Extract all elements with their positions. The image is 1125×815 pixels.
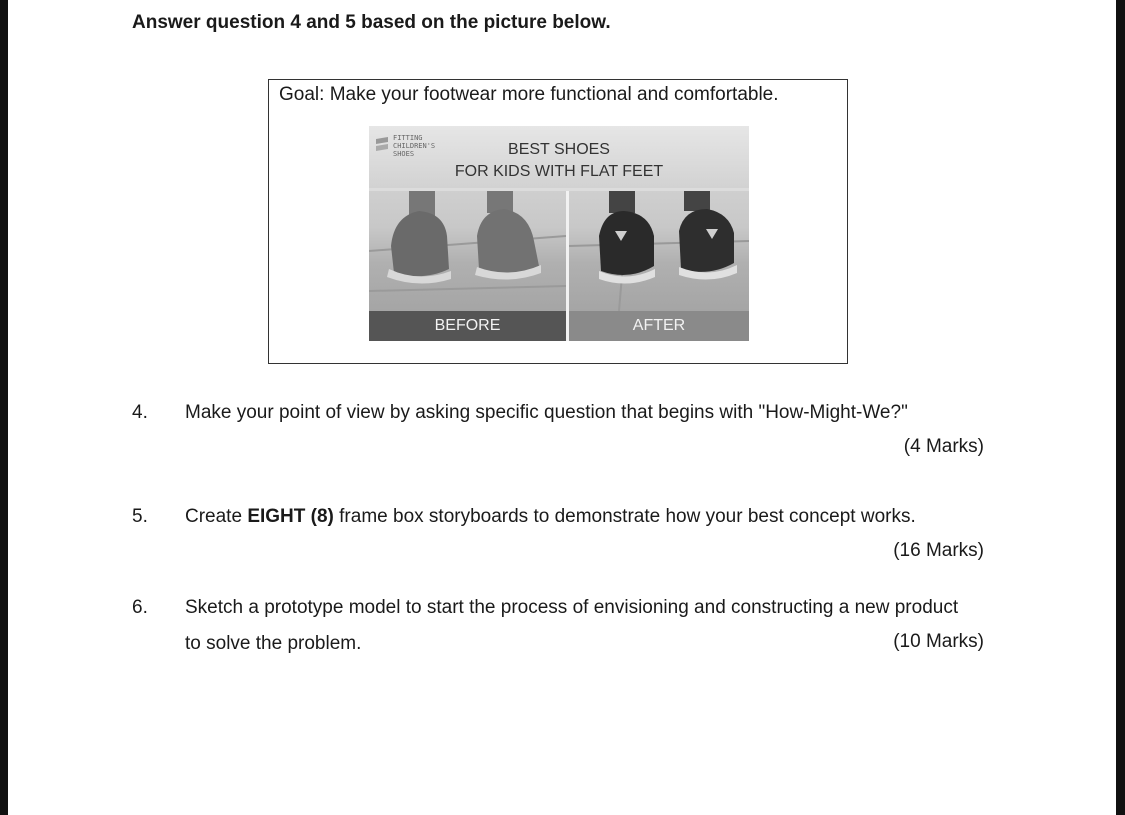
shoes-figure xyxy=(369,126,749,341)
question-text-part: Create xyxy=(185,506,248,527)
question-text-line-1: Sketch a prototype model to start the process of envisioning and constructing a new product xyxy=(185,597,959,618)
question-text-part: frame box storyboards to demonstrate how your best concept works. xyxy=(333,506,916,527)
before-label: BEFORE xyxy=(369,311,566,341)
question-text-line-2: to solve the problem. xyxy=(185,633,362,654)
figure-header xyxy=(369,126,749,188)
logo-line-1: FITTING xyxy=(393,134,423,142)
section-heading: Answer question 4 and 5 based on the picture below. xyxy=(132,12,611,33)
after-photo xyxy=(569,191,749,311)
question-number: 5. xyxy=(132,506,148,527)
question-6-marks: (10 Marks) xyxy=(893,631,984,652)
before-shoes-image xyxy=(369,191,566,311)
before-photo xyxy=(369,191,566,311)
after-shoes-image xyxy=(569,191,749,311)
after-label: AFTER xyxy=(569,311,749,341)
question-text-bold: EIGHT (8) xyxy=(247,506,334,527)
goal-text: Goal: Make your footwear more functional and comfortable. xyxy=(279,84,779,105)
question-text: Make your point of view by asking specific question that begins with "How-Might-We?" xyxy=(185,402,908,423)
logo-line-2: CHILDREN'S xyxy=(393,142,436,150)
document-page xyxy=(8,0,1116,815)
figure-title-line-2: FOR KIDS WITH FLAT FEET xyxy=(454,163,664,180)
question-text xyxy=(185,506,916,528)
goal-box xyxy=(268,79,848,364)
question-number: 4. xyxy=(132,402,148,423)
figure-title-line-1: BEST SHOES xyxy=(508,141,610,158)
logo-line-3: SHOES xyxy=(393,150,415,158)
question-4-marks: (4 Marks) xyxy=(903,436,984,457)
question-number: 6. xyxy=(132,597,148,618)
question-5-marks: (16 Marks) xyxy=(893,540,984,561)
